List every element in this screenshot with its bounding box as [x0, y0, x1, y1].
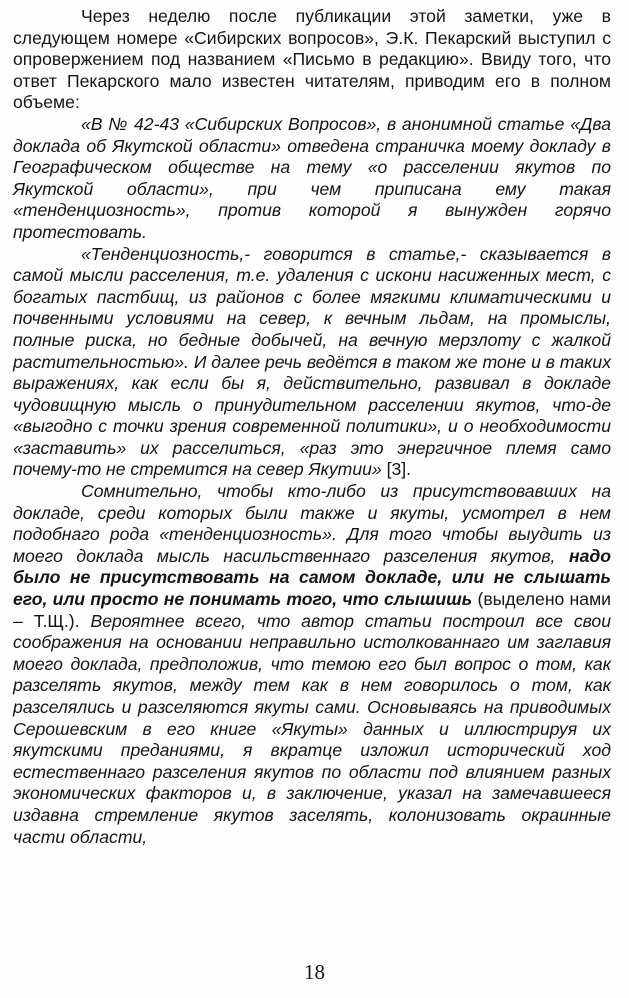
- page-number: 18: [304, 960, 325, 984]
- citation-ref: [3].: [381, 459, 412, 480]
- paragraph-1: [13, 6, 611, 114]
- text-run: «Тенденциозность,- говорится в статье,- сказывается в самой мысли расселения, т.е. удаления с искони насиженных мест, с богатых пастбищ, из районов с более мягкими климатическими и почвенными условиями на север, к вечным льдам, на промыслы, полные риска, но бедные добычей, на вечную мерзлоту с жалкой растительностью». И далее речь ведётся в таком же тоне и в таких выражениях, как если бы я, действительно, развивал в докладе чудовищную мысль о принудительном расселении якутов, что-де «выгодно с точки зрения современной политики», и о необходимости «заставить» их расселиться, «раз это энергичное племя само почему-то не стремится на север Якутии»: [13, 243, 611, 480]
- paragraph-2-quote: [13, 114, 611, 244]
- text-run: Сомнительно, чтобы кто-либо из присутствовавших на докладе, среди которых были также и якуты, усмотрел в нем подобнаго рода «тенденциозность». Для того чтобы выудить из моего доклада мысль насильственнаго разселения якутов,: [13, 481, 611, 566]
- paragraph-4-quote: [13, 481, 611, 848]
- paragraph-3-quote: [13, 244, 611, 482]
- text-run: «В № 42-43 «Сибирских Вопросов», в анонимной статье «Два доклада об Якутской области» отведена страничка моему докладу в Географическом обществе на тему «о расселении якутов по Якутской области», при чем приписана ему такая «тенденциозность», против которой я вынужден горячо протестовать.: [13, 113, 611, 242]
- text-run: Через неделю после публикации этой заметки, уже в следующем номере «Сибирских вопросов», Э.К. Пекарский выступил с опровержением под названием «Письмо в редакцию». Ввиду того, что ответ Пекарского мало известен читателям, приводим его в полном объеме:: [13, 6, 611, 113]
- emphasized-text: надо было не присутствовать на самом докладе, или не слышать его, или просто не понимать того, что слышишь: [13, 545, 611, 610]
- editor-note: (выделено нами – Т.Щ.).: [13, 589, 611, 631]
- text-run: Вероятнее всего, что автор статьи построил все свои соображения на основании неправильно истолкованнаго им заглавия моего доклада, предположив, что темою его был вопрос о том, как разселять якутов, между тем как в нем говорилось о том, как разселялись и разселяются якуты сами. Основываясь на приводимых Серошевским в его книге «Якуты» данных и иллюстрируя их якутскими преданиями, я вкратце изложил исторический ход естественнаго разселения якутов по области под влиянием разных экономических факторов и, в заключение, указал на замечавшееся издавна стремление якутов заселять, колонизовать окраинные части области,: [13, 610, 611, 847]
- body-text: [13, 6, 611, 848]
